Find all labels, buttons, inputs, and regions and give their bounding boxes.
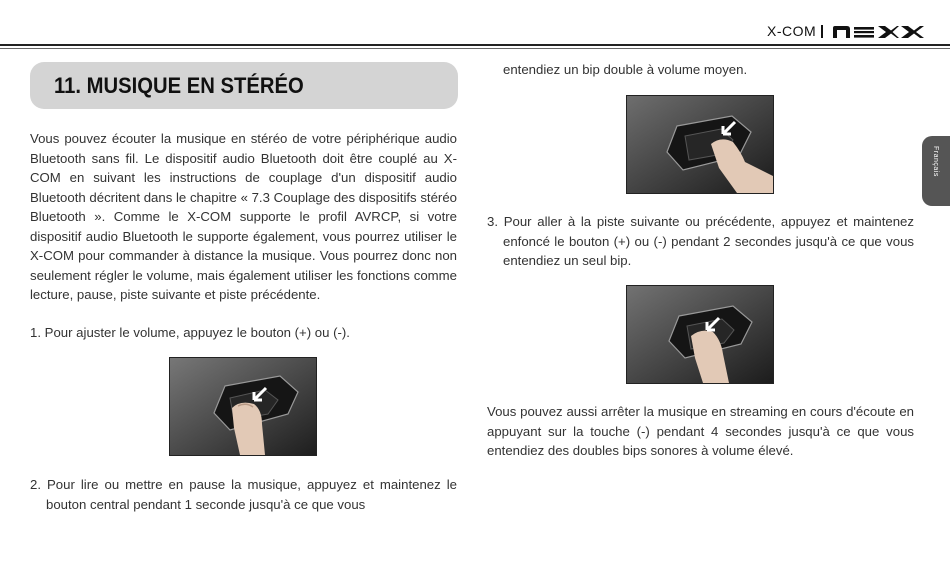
intro-paragraph: Vous pouvez écouter la musique en stéréo de votre périphérique audio Bluetooth sans fil. Le dispositif audio Bluetooth doit être couplé au X-COM en suivant les instructions de couplage d'un dispositif audio Bluetooth décritent dans le chapitre « 7.3 Couplage des dispositifs stéréo Bluetooth ». Comme le X-COM supporte le profil AVRCP, si votre dispositif audio Bluetooth le supporte également, vous pourrez utiliser le X-COM pour commander à distance la musique. Vous pourrez donc non seulement régler le volume, mais également utiliser les fonctions comme lecture, pause, piste suivante et piste précédente.: [30, 131, 457, 302]
nexx-logo: [833, 25, 925, 39]
header-rule-thin: [0, 48, 950, 49]
step-2: [30, 475, 457, 514]
step-3: [487, 212, 914, 271]
closing-paragraph: Vous pouvez aussi arrêter la musique en streaming en cours d'écoute en appuyant sur la touche (-) pendant 4 secondes jusqu'à ce que vous entendiez des doubles bips sonores à volume élevé.: [487, 404, 914, 458]
step-1: 1. Pour ajuster le volume, appuyez le bouton (+) ou (-).: [30, 325, 350, 340]
photo-volume-button: [169, 357, 317, 456]
section-title: 11. MUSIQUE EN STÉRÉO: [54, 73, 304, 98]
step-2-text: 2. Pour lire ou mettre en pause la musique, appuyez et maintenez le bouton central pendant 1 seconde jusqu'à ce que vous: [30, 477, 457, 512]
photo-center-button: [626, 95, 774, 194]
header-rule: [0, 44, 950, 46]
language-tab: [922, 136, 950, 206]
step-2-continued: entendiez un bip double à volume moyen.: [503, 62, 748, 77]
header-separator: [821, 25, 823, 38]
language-tab-label: Français: [932, 146, 939, 177]
photo-track-button: [626, 285, 774, 384]
step-3-text: 3. Pour aller à la piste suivante ou précédente, appuyez et maintenez enfoncé le bouton (+) ou (-) pendant 2 secondes jusqu'à ce que vous entendiez un seul bip.: [487, 214, 914, 268]
product-name: X-COM: [767, 23, 817, 39]
